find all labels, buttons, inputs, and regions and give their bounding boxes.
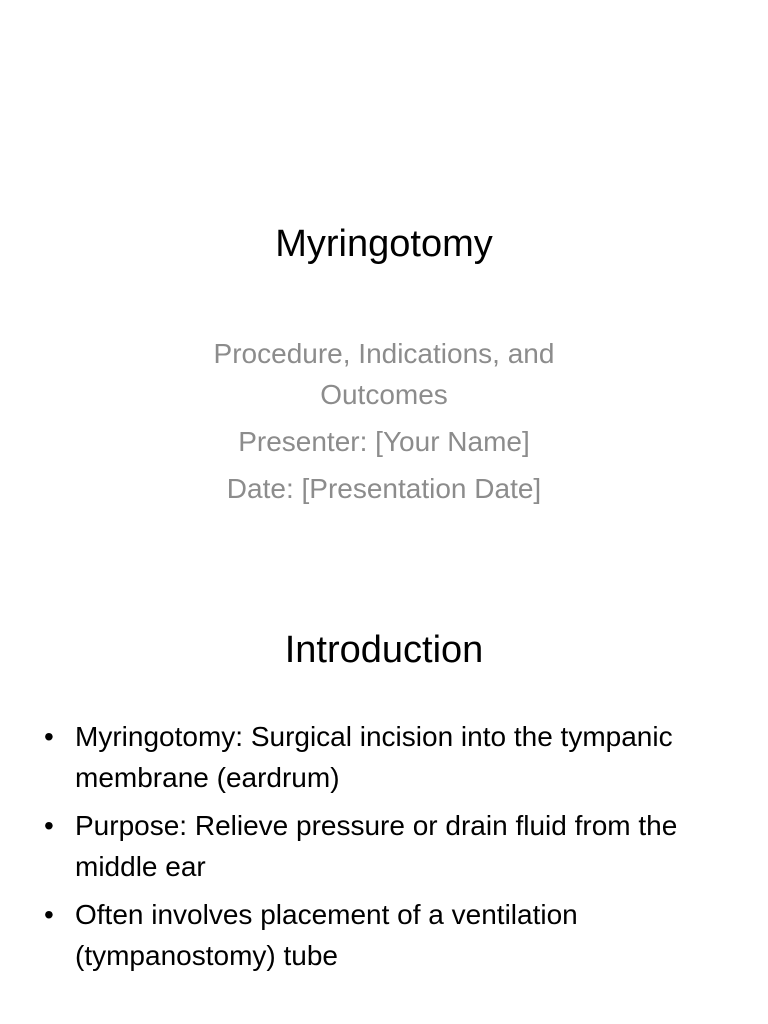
bullet-icon: • xyxy=(44,721,54,752)
list-item xyxy=(40,805,730,887)
list-item xyxy=(40,716,730,798)
bullet-text: Often involves placement of a ventilation (tympanostomy) tube xyxy=(75,899,578,971)
subtitle-line-2: Presenter: [Your Name] xyxy=(238,426,530,457)
slide-title-heading: Myringotomy xyxy=(275,223,493,265)
slide-introduction-heading: Introduction xyxy=(284,629,484,671)
bullet-icon: • xyxy=(44,899,54,930)
bullet-list xyxy=(40,716,730,983)
bullet-icon: • xyxy=(44,810,54,841)
slide-subtitle xyxy=(180,333,588,515)
bullet-text: Myringotomy: Surgical incision into the tympanic membrane (eardrum) xyxy=(75,721,673,793)
slide-introduction xyxy=(0,576,768,1024)
list-item xyxy=(40,894,730,976)
subtitle-line-3: Date: [Presentation Date] xyxy=(226,473,542,504)
bullet-text: Purpose: Relieve pressure or drain fluid from the middle ear xyxy=(75,810,678,882)
subtitle-line-1: Procedure, Indications, and Outcomes xyxy=(213,338,555,410)
